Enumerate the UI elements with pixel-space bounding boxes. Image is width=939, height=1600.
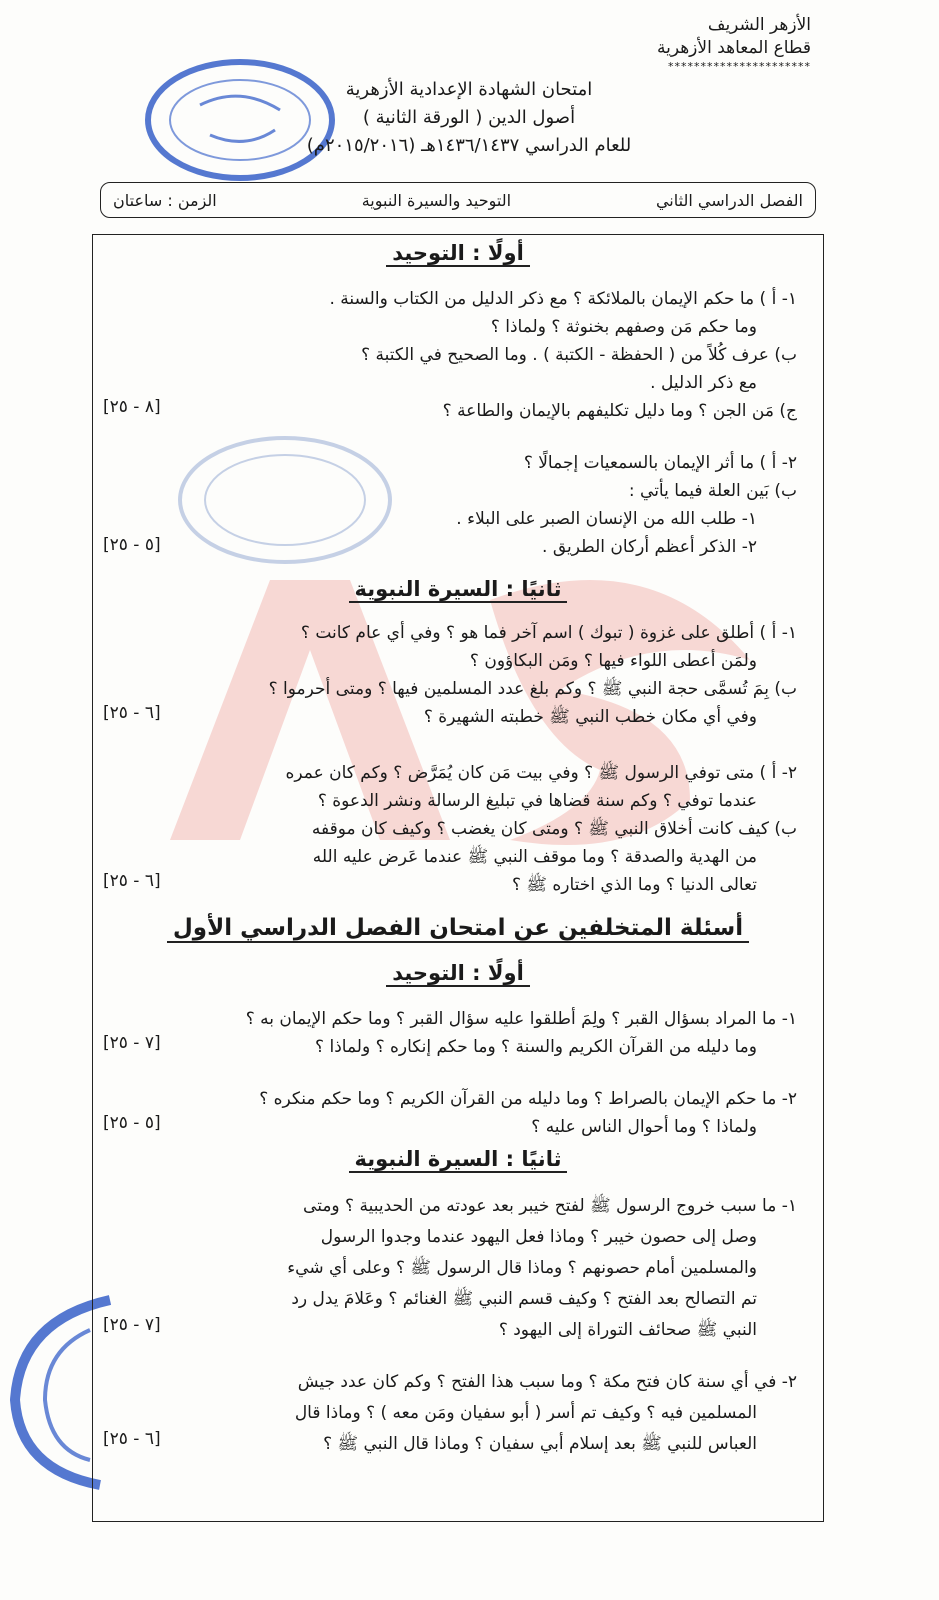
question-line: ب) بِمَ تُسمَّى حجة النبي ﷺ ؟ وكم بلغ عدد المسلمين فيها ؟ ومتى أحرموا ؟ (268, 679, 797, 699)
time-label: الزمن : ساعتان (113, 190, 217, 210)
question-line: وصل إلى حصون خيبر ؟ وماذا فعل اليهود عندما وجدوا الرسول (320, 1227, 757, 1247)
question-line: وفي أي مكان خطب النبي ﷺ خطبته الشهيرة ؟ (423, 707, 757, 727)
marks-a2: [٥ - ٢٥] (103, 535, 161, 555)
questions-frame (92, 234, 824, 1522)
question-line: عندما توفي ؟ وكم سنة قضاها في تبليغ الرسالة ونشر الدعوة ؟ (317, 791, 757, 811)
question-line: ١- ما سبب خروج الرسول ﷺ لفتح خيبر بعد عودته من الحديبية ؟ ومتى (303, 1196, 797, 1216)
question-c1 (107, 1005, 797, 1061)
question-line: ولمَن أعطى اللواء فيها ؟ ومَن البكاؤون ؟ (469, 651, 757, 671)
question-c2 (107, 1085, 797, 1141)
question-line: ولماذا ؟ وما أحوال الناس عليه ؟ (531, 1117, 757, 1137)
question-line: النبي ﷺ صحائف التوراة إلى اليهود ؟ (498, 1320, 757, 1340)
organization-header (621, 14, 811, 74)
question-line: ١- طلب الله من الإنسان الصبر على البلاء . (456, 509, 757, 529)
question-line: من الهدية والصدقة ؟ وما موقف النبي ﷺ عندما عَرض عليه الله (312, 847, 757, 867)
section-title-tawheed: أولًا : التوحيد (93, 241, 823, 265)
marks-c1: [٧ - ٢٥] (103, 1033, 161, 1053)
question-line: وما دليله من القرآن الكريم والسنة ؟ وما حكم إنكاره ؟ ولماذا ؟ (315, 1037, 757, 1057)
org-name: الأزهر الشريف (707, 15, 811, 35)
section-title-seerah: ثانيًا : السيرة النبوية (93, 577, 823, 601)
question-line: ٢- أ ) متى توفي الرسول ﷺ ؟ وفي بيت مَن كان يُمَرَّض ؟ وكم كان عمره (285, 763, 797, 783)
exam-title: امتحان الشهادة الإعدادية الأزهرية (345, 79, 593, 100)
question-line: ٢- الذكر أعظم أركان الطريق . (542, 537, 757, 557)
question-line: ٢- أ ) ما أثر الإيمان بالسمعيات إجمالًا ؟ (523, 453, 797, 473)
question-line: ٢- في أي سنة كان فتح مكة ؟ وما سبب هذا الفتح ؟ وكم كان عدد جيش (297, 1372, 797, 1392)
question-line: مع ذكر الدليل . (650, 373, 757, 393)
marks-d1: [٧ - ٢٥] (103, 1315, 161, 1335)
question-d1 (107, 1191, 797, 1346)
question-a2 (107, 449, 797, 561)
exam-info-bar (100, 182, 816, 218)
section-title-seerah-makeup: ثانيًا : السيرة النبوية (93, 1147, 823, 1171)
org-sector: قطاع المعاهد الأزهرية (656, 38, 811, 58)
exam-subject: أصول الدين ( الورقة الثانية ) (362, 107, 576, 128)
question-line: والمسلمين أمام حصونهم ؟ وماذا قال الرسول ﷺ ؟ وعلى أي شيء (287, 1258, 757, 1278)
question-b1 (107, 619, 797, 731)
marks-d2: [٦ - ٢٥] (103, 1429, 161, 1449)
marks-b1: [٦ - ٢٥] (103, 703, 161, 723)
question-line: تعالى الدنيا ؟ وما الذي اختاره ﷺ ؟ (511, 875, 757, 895)
question-line: ب) كيف كانت أخلاق النبي ﷺ ؟ ومتى كان يغضب ؟ وكيف كان موقفه (311, 819, 797, 839)
question-a1 (107, 285, 797, 425)
marks-b2: [٦ - ٢٥] (103, 871, 161, 891)
question-d2 (107, 1367, 797, 1460)
question-line: ٢- ما حكم الإيمان بالصراط ؟ وما دليله من القرآن الكريم ؟ وما حكم منكره ؟ (259, 1089, 797, 1109)
question-line: ب) بَين العلة فيما يأتي : (628, 481, 797, 501)
section-title-makeup: أسئلة المتخلفين عن امتحان الفصل الدراسي الأول (93, 915, 823, 941)
question-line: ١- أ ) أطلق على غزوة ( تبوك ) اسم آخر فما هو ؟ وفي أي عام كانت ؟ (300, 623, 797, 643)
question-line: المسلمين فيه ؟ وكيف تم أسر ( أبو سفيان ومَن معه ) ؟ وماذا قال (294, 1403, 757, 1423)
exam-title-block (259, 76, 679, 160)
stars-divider: ********************** (668, 60, 811, 73)
question-line: وما حكم مَن وصفهم بخنوثة ؟ ولماذا ؟ (490, 317, 757, 337)
question-line: العباس للنبي ﷺ بعد إسلام أبي سفيان ؟ وماذا قال النبي ﷺ ؟ (323, 1434, 757, 1454)
exam-year: للعام الدراسي ١٤٣٦/١٤٣٧هـ (٢٠١٥/٢٠١٦م) (306, 135, 632, 156)
question-line: ج) مَن الجن ؟ وما دليل تكليفهم بالإيمان والطاعة ؟ (442, 401, 797, 421)
question-line: ١- أ ) ما حكم الإيمان بالملائكة ؟ مع ذكر الدليل من الكتاب والسنة . (329, 289, 797, 309)
term-label: الفصل الدراسي الثاني (655, 190, 803, 210)
section-title-tawheed-makeup: أولًا : التوحيد (93, 961, 823, 985)
question-line: تم التصالح بعد الفتح ؟ وكيف قسم النبي ﷺ الغنائم ؟ وعَلامَ يدل رد (291, 1289, 757, 1309)
question-line: ١- ما المراد بسؤال القبر ؟ ولِمَ أطلقوا عليه سؤال القبر ؟ وما حكم الإيمان به ؟ (245, 1009, 797, 1029)
marks-c2: [٥ - ٢٥] (103, 1113, 161, 1133)
subject-label: التوحيد والسيرة النبوية (361, 190, 512, 210)
marks-a1: [٨ - ٢٥] (103, 397, 161, 417)
question-line: ب) عرف كُلاً من ( الحفظة - الكتبة ) . وما الصحيح في الكتبة ؟ (361, 345, 797, 365)
question-b2 (107, 759, 797, 899)
